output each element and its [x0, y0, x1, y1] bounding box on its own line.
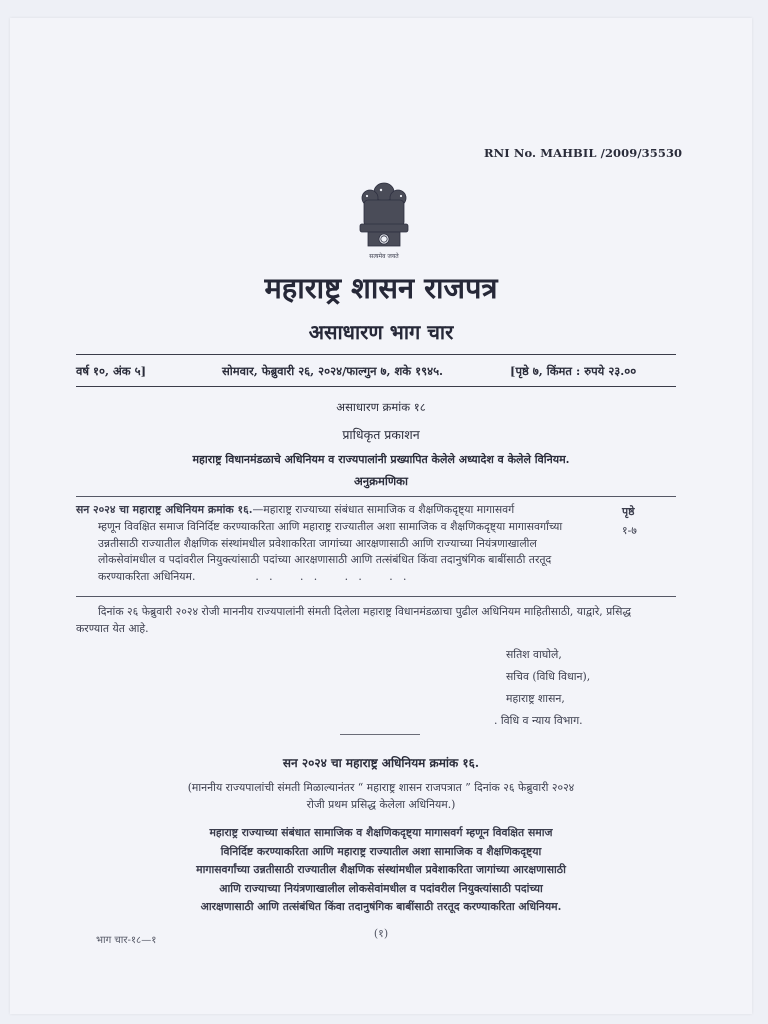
- gazette-title: महाराष्ट्र शासन राजपत्र: [264, 271, 498, 305]
- act-assent-note: [10, 780, 752, 814]
- pages-label: पृष्ठे: [622, 505, 635, 518]
- extraordinary-number: असाधारण क्रमांक १८: [336, 400, 426, 414]
- pages-price: [पृष्ठे ७, किंमत : रुपये २३.००: [510, 364, 637, 378]
- rule-top: [76, 354, 676, 355]
- long-title-line: मागासवर्गांच्या उन्नतीसाठी राज्यातील शैक्षणिक संस्थांमधील प्रवेशाकरिता जागांच्या आरक्षणासाठी: [196, 863, 566, 876]
- gazette-page: [10, 18, 752, 1014]
- emblem-motto: सत्यमेव जयते: [369, 253, 399, 260]
- footer-reference: भाग चार-१८—१: [96, 935, 157, 946]
- index-line: उन्नतीसाठी राज्यातील शैक्षणिक संस्थांमधील प्रवेशाकरिता जागांच्या आरक्षणासाठी आणि राज्याच्या नियंत्रणाखालील: [98, 536, 537, 550]
- index-line: सन २०२४ चा महाराष्ट्र अधिनियम क्रमांक १६.—महाराष्ट्र राज्याच्या संबंधात सामाजिक व शैक्षणिकदृष्ट्या मागासवर्ग: [76, 503, 515, 516]
- rule-index-bottom: [76, 596, 676, 597]
- index-line: म्हणून विवक्षित समाज विनिर्दिष्ट करण्याकरिता आणि महाराष्ट्र राज्यातील अशा सामाजिक व शैक्षणिकदृष्ट्या मागासवर्गांच्या: [98, 519, 563, 533]
- index-entry-lead: सन २०२४ चा महाराष्ट्र अधिनियम क्रमांक १६.: [76, 503, 253, 516]
- index-line: लोकसेवांमधील व पदांवरील नियुक्त्यांसाठी पदांच्या आरक्षणासाठी आणि तत्संबंधित किंवा तदानुषंगिक बाबींसाठी तरतूद: [98, 553, 552, 567]
- authorized-publication: प्राधिकृत प्रकाशन: [342, 427, 420, 442]
- index-line: करण्याकरिता अधिनियम. . . . . . . . .: [98, 570, 407, 584]
- national-emblem-icon: [346, 178, 422, 262]
- act-title: सन २०२४ चा महाराष्ट्र अधिनियम क्रमांक १६.: [282, 756, 480, 770]
- rule-index: [76, 496, 676, 497]
- gazette-subtitle: असाधारण भाग चार: [308, 320, 454, 344]
- pages-value: १-७: [622, 524, 637, 537]
- notice-line: दिनांक २६ फेब्रुवारी २०२४ रोजी माननीय राज्यपालांनी संमती दिलेला महाराष्ट्र विधानमंडळाचा पुढील अधिनियम माहितीसाठी, याद्वारे, प्रसिद्ध: [98, 605, 631, 618]
- signatory-designation: सचिव (विधि विधान),: [506, 670, 591, 683]
- notice-paragraph: [76, 604, 676, 638]
- act-long-title: [10, 824, 752, 917]
- notice-line: करण्यात येत आहे.: [76, 621, 149, 635]
- index-entry: [76, 502, 636, 586]
- page-number: (१): [373, 927, 389, 940]
- assent-line: रोजी प्रथम प्रसिद्ध केलेला अधिनियम.): [306, 797, 456, 811]
- long-title-line: आणि राज्याच्या नियंत्रणाखालील लोकसेवांमधील व पदांवरील नियुक्त्यांसाठी पदांच्या: [219, 881, 543, 895]
- long-title-line: विनिर्दिष्ट करण्याकरिता आणि महाराष्ट्र राज्यातील अशा सामाजिक व शैक्षणिकदृष्ट्या: [220, 844, 542, 858]
- signatory-department: . विधि व न्याय विभाग.: [494, 714, 583, 727]
- signatory-name: सतिश वाघोले,: [506, 648, 562, 661]
- long-title-line: महाराष्ट्र राज्याच्या संबंधात सामाजिक व शैक्षणिकदृष्ट्या मागासवर्ग म्हणून विवक्षित समाज: [209, 826, 553, 839]
- index-title: अनुक्रमणिका: [354, 474, 408, 488]
- assent-line: (माननीय राज्यपालांची संमती मिळाल्यानंतर “ महाराष्ट्र शासन राजपत्रात ” दिनांक २६ फेब्रुवारी २०२४: [187, 781, 575, 794]
- publication-description: महाराष्ट्र विधानमंडळाचे अधिनियम व राज्यपालांनी प्रख्यापित केलेले अध्यादेश व केलेले विनियम.: [192, 453, 570, 466]
- section-divider: [340, 734, 420, 735]
- issue-date: सोमवार, फेब्रुवारी २६, २०२४/फाल्गुन ७, शके १९४५.: [222, 364, 444, 378]
- rni-number: RNI No. MAHBIL /2009/35530: [484, 146, 683, 160]
- rule-meta: [76, 386, 676, 387]
- long-title-line: आरक्षणासाठी आणि तत्संबंधित किंवा तदानुषंगिक बाबींसाठी तरतूद करण्याकरिता अधिनियम.: [200, 900, 562, 913]
- issue-number: वर्ष १०, अंक ५]: [76, 364, 147, 378]
- signatory-office: महाराष्ट्र शासन,: [506, 692, 565, 705]
